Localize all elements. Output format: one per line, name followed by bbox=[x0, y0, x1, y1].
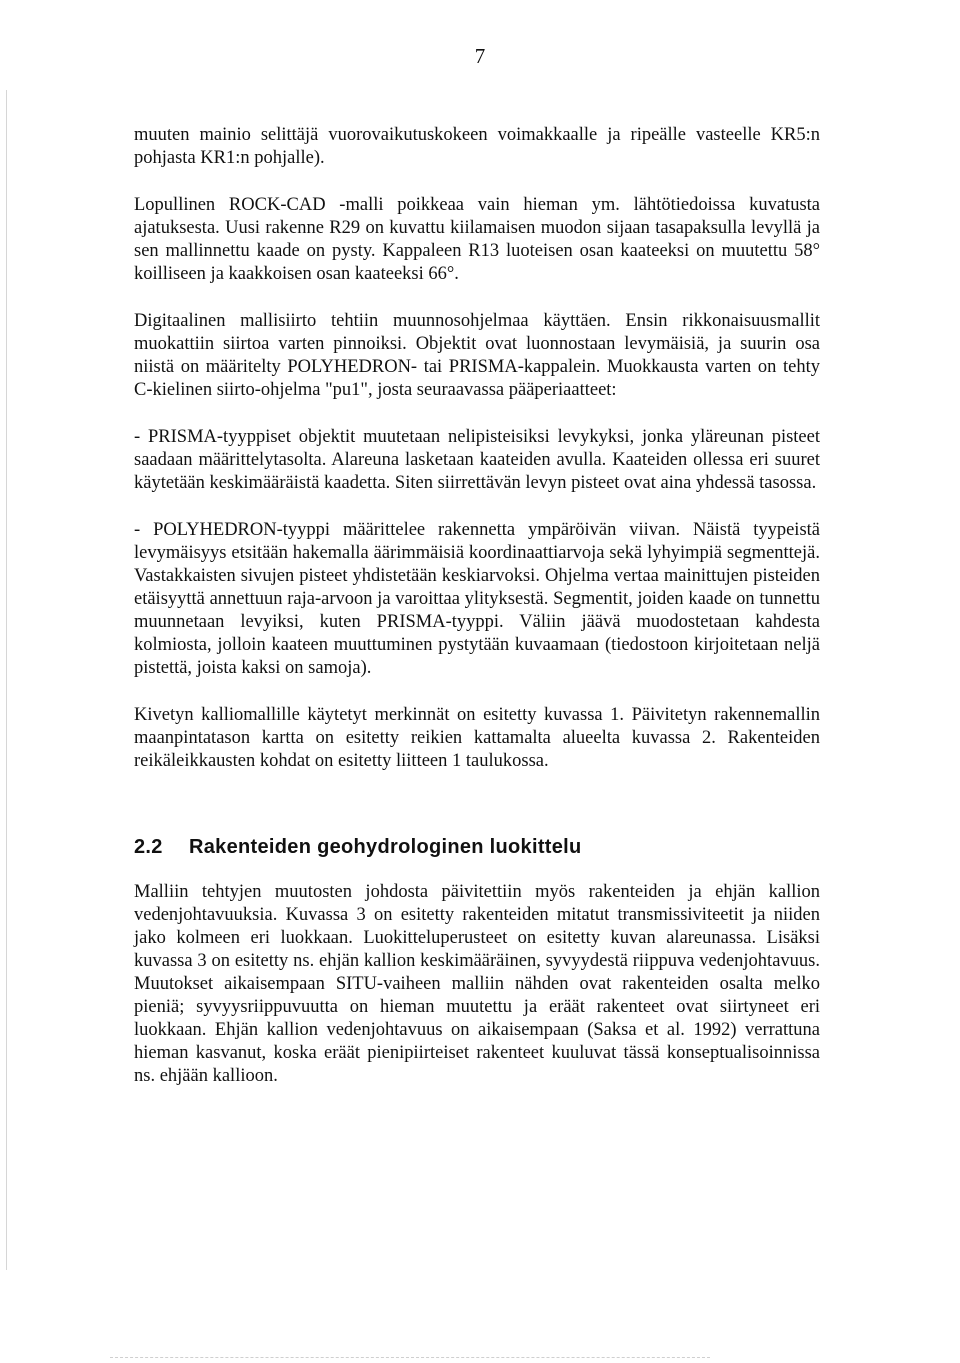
paragraph: muuten mainio selittäjä vuorovaikutuskokeen voimakkaalle ja ripeälle vasteelle KR5:n pohjasta KR1:n pohjalle). bbox=[134, 125, 820, 168]
paragraph: Kivetyn kalliomallille käytetyt merkinnät on esitetty kuvassa 1. Päivitetyn rakennemallin maanpintatason kartta on esitetty reikien kattamalta alueelta kuvassa 2. Rakenteiden reikäleikkausten kohdat on esitetty liitteen 1 taulukossa. bbox=[134, 705, 820, 771]
section-title: Rakenteiden geohydrologinen luokittelu bbox=[189, 836, 582, 858]
paragraph: Malliin tehtyjen muutosten johdosta päivitettiin myös rakenteiden ja ehjän kallion vedenjohtavuuksia. Kuvassa 3 on esitetty rakenteiden mitatut transmissiviteetit ja niiden jako kolmeen eri luokkaan. Luokitteluperusteet on esitetty kuvan alareunassa. Lisäksi kuvassa 3 on esitetty ns. ehjän kallion keskimääräinen, syvyydestä riippuva vedenjohtavuus. Muutokset aikaisempaan SITU-vaiheen malliin nähden ovat rakenteiden osalta melko pieniä; syvyysriippuvuutta on hieman muutettu ja eräät rakenteet ovat siirtyneet eri luokkaan. Ehjän kallion vedenjohtavuus on aikaisempaan (Saksa et al. 1992) verrattuna hieman kasvanut, koska eräät pienipiirteiset rakenteet kuuluvat tässä konseptualisoinnissa ns. ehjään kallioon. bbox=[134, 882, 820, 1086]
scan-edge-line bbox=[6, 90, 7, 1270]
document-body bbox=[134, 124, 820, 1112]
section-heading bbox=[134, 835, 820, 859]
scan-bottom-line bbox=[110, 1357, 710, 1358]
paragraph: Lopullinen ROCK-CAD -malli poikkeaa vain hieman ym. lähtötiedoissa kuvatusta ajatuksesta. Uusi rakenne R29 on kuvattu kiilamaisen muodon sijaan tasapaksulla levyllä ja sen mallinnettu kaade on pysty. Kappaleen R13 luoteisen osan kaateeksi on muutettu 58° koilliseen ja kaakkoisen osan kaateeksi 66°. bbox=[134, 195, 820, 284]
list-item: - POLYHEDRON-tyyppi määrittelee rakennetta ympäröivän viivan. Näistä tyypeistä levymäisyys etsitään hakemalla äärimmäisiä koordinaattiarvoja sekä lyhyimpiä segmenttejä. Vastakkaisten sivujen pisteet yhdistetään keskiarvoksi. Ohjelma vertaa mainittujen pisteiden etäisyyttä annettuun raja-arvoon ja varoittaa ylityksestä. Segmentit, joiden kaade on tunnettu muunnetaan levyiksi, kuten PRISMA-tyyppi. Väliin jäävä muodostetaan kahdesta kolmiosta, jolloin kaateen muuttuminen pystytään kuvaamaan (tiedostoon kirjoitetaan neljä pistettä, joista kaksi on samoja). bbox=[134, 520, 820, 678]
page-number: 7 bbox=[474, 44, 486, 68]
list-item: - PRISMA-tyyppiset objektit muutetaan nelipisteisiksi levykyksi, jonka yläreunan pisteet saadaan määrittelytasolta. Alareuna lasketaan kaateiden avulla. Kaateiden ollessa eri suuret käytetään keskimääräistä kaadetta. Siten siirrettävän levyn pisteet ovat aina yhdessä tasossa. bbox=[134, 427, 820, 493]
section-number: 2.2 bbox=[134, 836, 163, 858]
paragraph: Digitaalinen mallisiirto tehtiin muunnosohjelmaa käyttäen. Ensin rikkonaisuusmallit muokattiin siirtoa varten pinnoiksi. Objektit ovat luonnostaan levymäisiä, ja suurin osa niistä on määritelty POLYHEDRON- tai PRISMA-kappalein. Muokkausta varten on tehty C-kielinen siirto-ohjelma "pu1", josta seuraavassa pääperiaatteet: bbox=[134, 311, 820, 400]
